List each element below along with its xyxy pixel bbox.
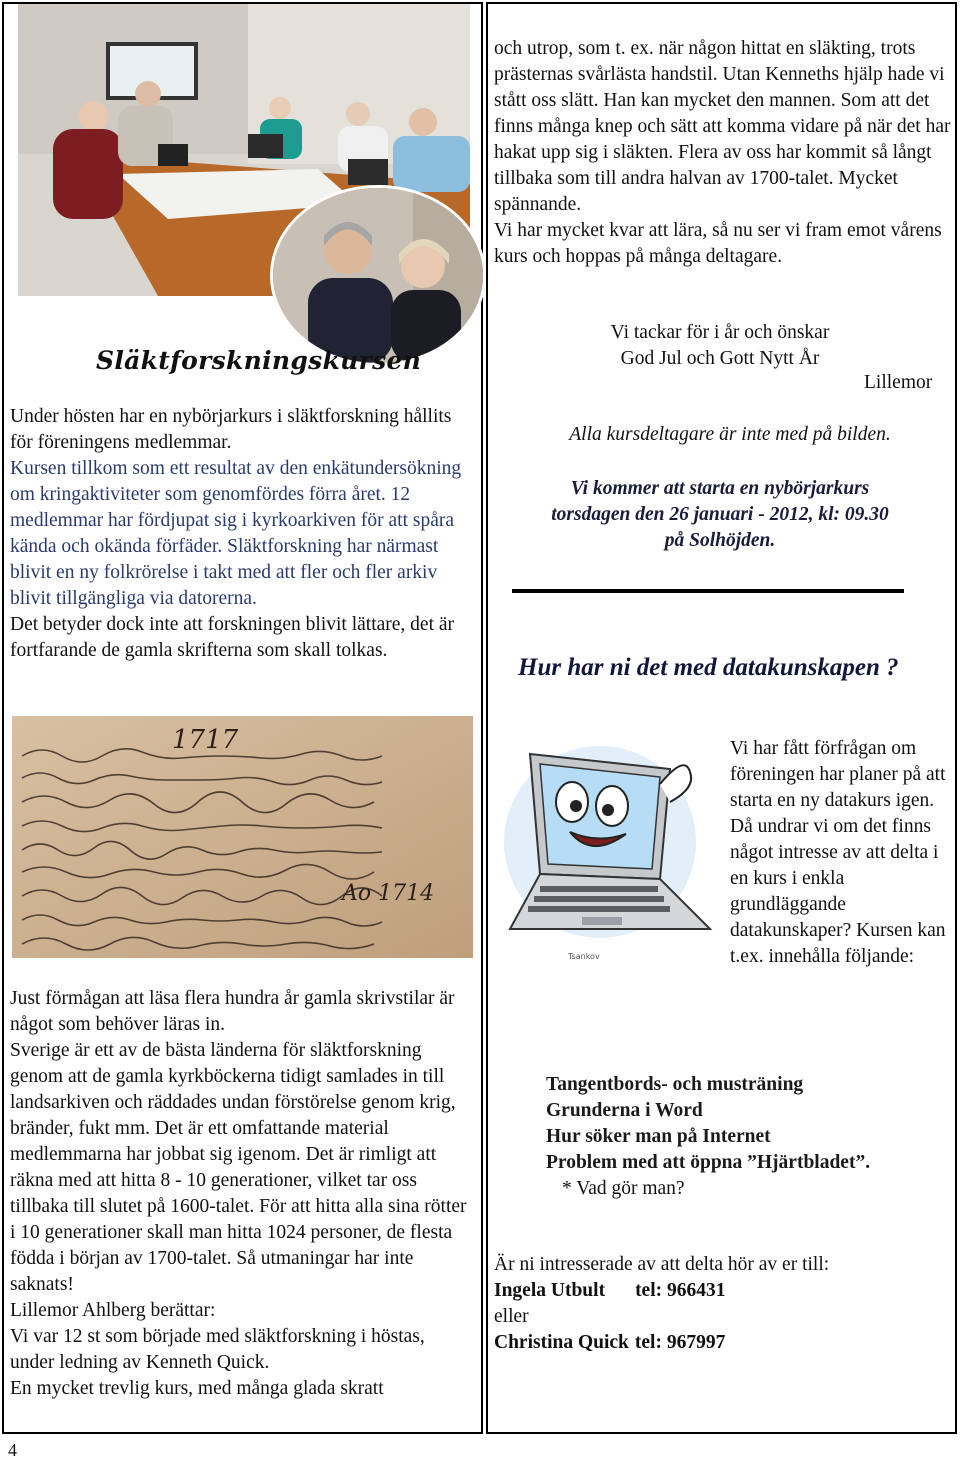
contact-1-name: Ingela Utbult (494, 1280, 606, 1301)
divider (512, 589, 904, 593)
participants-inset-photo (270, 185, 486, 366)
church-record-scan (12, 716, 473, 958)
topic-item: Tangentbords- och musträning (546, 1074, 804, 1095)
computer-question-heading: Hur har ni det med datakunskapen ? (518, 654, 899, 681)
body-paragraph-2: Sverige är ett av de bästa länderna för släktforskning genom att de gamla kyrkböckerna tidigt samlades in till landsarkiven och räddades undan förstörelse genom krig, bränder, fukt mm. Det är ett omfattande material medlemmarna har jobbat sig igenom. Det är rimligt att räkna med att hitta 8 - 10 generationer, vilket tar oss tillbaka till slutet på 1600-talet. För att hitta alla sina rötter i 10 generationer skall man hitta 1024 personer, de flesta födda i början av 1700-talet. Så utmaningar har inte saknats! (10, 1040, 467, 1295)
thanks-line-1: Vi tackar för i år och önskar (610, 322, 830, 343)
course-heading: Släktforskningskursen (96, 346, 422, 375)
signature: Lillemor (864, 372, 933, 393)
intro-paragraph-2: Kursen tillkom som ett resultat av den enkätundersökning om kringaktiviteter som genomfördes förra året. 12 medlemmar har fördjupat sig i kyrkoarkiven för att spåra kända och okända förfäder. Släktforskning har närmast blivit en ny folkrörelse i takt med att fler och fler arkiv blivit tillgängliga via datorerna. (10, 458, 462, 609)
contact-1-tel: tel: 966431 (635, 1280, 726, 1301)
cartoon-credit: Tsankov (568, 952, 600, 961)
computer-course-text: Vi har fått förfrågan om föreningen har planer på att starta en ny datakurs igen. Då undrar vi om det finns något intresse av att delta i en kurs i enkla grundläggande datakunskaper? Kursen kan t.ex. innehålla följande: (730, 738, 946, 967)
topic-item: Grunderna i Word (546, 1100, 703, 1121)
course-line-2: torsdagen den 26 januari - 2012, kl: 09.30 (551, 504, 889, 525)
body-paragraph-3: Lillemor Ahlberg berättar: (10, 1300, 216, 1321)
topic-subitem: * Vad gör man? (562, 1178, 685, 1199)
body-paragraph-1: Just förmågan att läsa flera hundra år gamla skrivstilar är något som behöver läras in. (10, 988, 455, 1035)
record-year: 1717 (172, 725, 239, 755)
course-line-3: på Solhöjden. (664, 530, 776, 551)
page-number: 4 (8, 1440, 17, 1460)
topic-item: Problem med att öppna ”Hjärtbladet”. (546, 1152, 871, 1173)
photo-note: Alla kursdeltagare är inte med på bilden. (569, 424, 891, 445)
body-paragraph-5: En mycket trevlig kurs, med många glada skratt (10, 1378, 384, 1399)
contact-2-tel: tel: 967997 (634, 1332, 726, 1353)
thanks-line-2: God Jul och Gott Nytt År (620, 348, 820, 369)
continued-paragraph: och utrop, som t. ex. när någon hittat en släkting, trots prästernas svårlästa handstil. Utan Kenneths hjälp hade vi stått oss slätt. Han kan mycket den mannen. Som att det finns många knep och sätt att komma vidare på när det har hakat upp sig i släkten. Flera av oss har kommit så långt tillbaka som till andra halvan av 1700-talet. Mycket spännande. (494, 38, 951, 215)
intro-text (10, 404, 478, 664)
course-topics-list (546, 1072, 870, 1202)
record-year-2: Ao 1714 (342, 881, 435, 906)
laptop-cartoon (500, 714, 720, 964)
contact-2-name: Christina Quick (494, 1332, 629, 1353)
course-announcement (500, 476, 940, 554)
course-line-1: Vi kommer att starta en nybörjarkurs (570, 478, 870, 499)
topic-item: Hur söker man på Internet (546, 1126, 771, 1147)
closing-paragraph: Vi har mycket kvar att lära, så nu ser vi fram emot vårens kurs och hoppas på många deltagare. (494, 220, 942, 267)
body-paragraph-4: Vi var 12 st som började med släktforskning i höstas, under ledning av Kenneth Quick. (10, 1326, 425, 1373)
continued-text (494, 36, 952, 270)
contact-info (494, 1252, 829, 1356)
contact-or: eller (494, 1306, 529, 1327)
body-text (10, 986, 472, 1402)
intro-paragraph-3: Det betyder dock inte att forskningen blivit lättare, det är fortfarande de gamla skrifterna som skall tolkas. (10, 614, 455, 661)
intro-paragraph-1: Under hösten har en nybörjarkurs i släktforskning hållits för föreningens medlemmar. (10, 406, 452, 453)
contact-intro: Är ni intresserade av att delta hör av er till: (494, 1254, 830, 1275)
